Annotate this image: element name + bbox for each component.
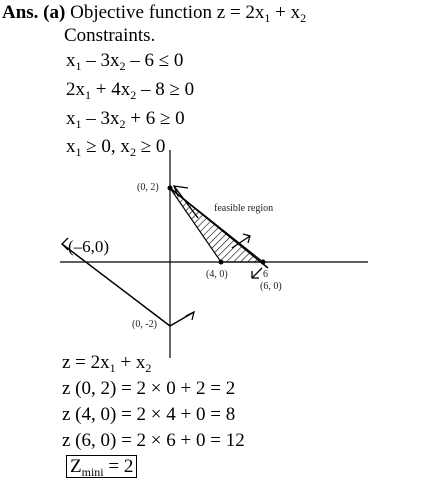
constraints-title: Constraints. bbox=[64, 25, 156, 46]
constraint-line-1 bbox=[62, 244, 170, 326]
z-min-box: $Z_{mini} = 2$ bbox=[66, 455, 137, 478]
label-point-0-2: (0, 2) bbox=[137, 182, 159, 193]
label-six: 6 bbox=[263, 269, 268, 280]
objective-function: Objective function $z = 2x_1 + x_2$ bbox=[70, 2, 307, 25]
constraint-2: $2x_1 + 4x_2 - 8 \ge 0$ bbox=[66, 79, 195, 102]
point-6-0 bbox=[261, 260, 266, 265]
constraint-3: $x_1 - 3x_2 + 6 \ge 0$ bbox=[66, 108, 185, 131]
z-eval-1: z (0, 2) = 2 × 0 + 2 = 2 bbox=[62, 378, 236, 399]
z-eval-2: z (4, 0) = 2 × 4 + 0 = 8 bbox=[62, 404, 236, 425]
point-0-2 bbox=[168, 186, 173, 191]
answer-label: Ans. (a) bbox=[2, 2, 66, 23]
constraint-1: $x_1 - 3x_2 - 6 \le 0$ bbox=[66, 50, 184, 73]
constraint-4: $x_1 \ge 0$, $x_2 \ge 0$ bbox=[66, 136, 166, 159]
z-definition: $z = 2x_1 + x_2$ bbox=[62, 352, 152, 375]
label-point-minus6-0: (–6,0) bbox=[68, 237, 110, 256]
label-point-6-0: (6, 0) bbox=[260, 281, 282, 292]
label-feasible-region: feasible region bbox=[214, 203, 274, 214]
label-point-4-0: (4, 0) bbox=[206, 269, 228, 280]
z-eval-3: z (6, 0) = 2 × 6 + 0 = 12 bbox=[62, 430, 245, 451]
z-min-result bbox=[66, 456, 137, 478]
label-point-0-minus2: (0, -2) bbox=[132, 319, 157, 330]
point-4-0 bbox=[219, 260, 224, 265]
